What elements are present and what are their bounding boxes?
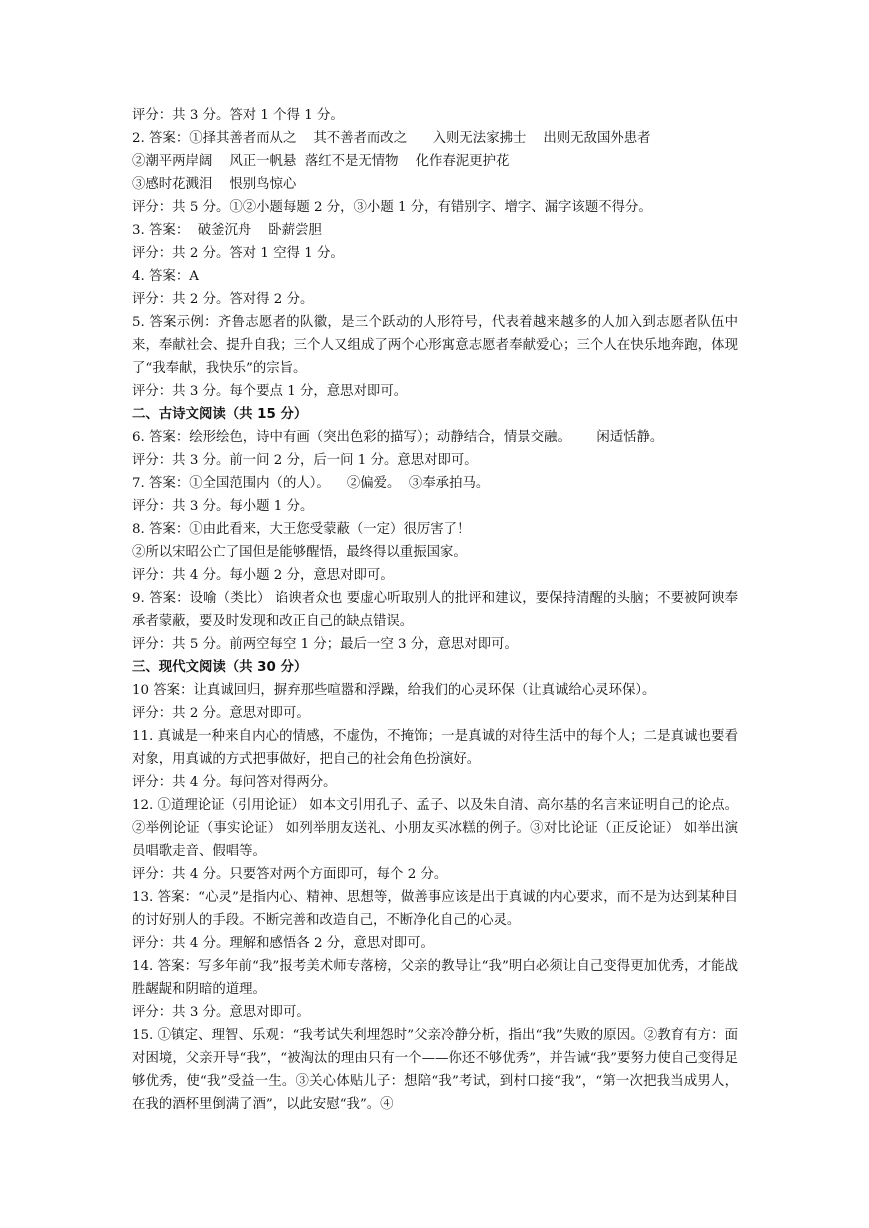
answer-text-line: 15. ①镇定、理智、乐观：“我考试失利埋怨时”父亲冷静分析，指出“我”失败的原因。②教育有方：面对困境，父亲开导“我”，“被淘汰的理由只有一个——你还不够优秀”，并告诫“我”要努力使自己变得足够优秀，使“我”受益一生。③关心体贴儿子：想陪“我”考试，到村口接“我”，“第一次把我当成男人，在我的酒杯里倒满了酒”，以此安慰“我”。④	[132, 1028, 738, 1112]
answer-text-line: 评分：共 5 分。前两空每空 1 分；最后一空 3 分，意思对即可。	[132, 637, 518, 652]
answer-text-line: 评分：共 5 分。①②小题每题 2 分，③小题 1 分，有错别字、增字、漏字该题不得分。	[132, 200, 652, 215]
answer-text-line: 评分：共 3 分。每小题 1 分。	[132, 499, 314, 514]
answer-text-line: 5. 答案示例：齐鲁志愿者的队徽，是三个跃动的人形符号，代表着越来越多的人加入到志愿者队伍中来，奉献社会、提升自我；三个人又组成了两个心形寓意志愿者奉献爱心；三个人在快乐地奔跑，体现了“我奉献，我快乐”的宗旨。	[132, 315, 738, 376]
answer-text-line: 7. 答案：①全国范围内（的人）。 ②偏爱。 ③奉承拍马。	[132, 476, 490, 491]
section-heading: 三、现代文阅读（共 30 分）	[132, 660, 308, 675]
answer-text-line: 评分：共 3 分。前一问 2 分，后一问 1 分。意思对即可。	[132, 453, 478, 468]
answer-text-line: 12. ①道理论证（引用论证） 如本文引用孔子、孟子、以及朱自清、高尔基的名言来证明自己的论点。②举例论证（事实论证） 如列举朋友送礼、小朋友买冰糕的例子。③对比论证（正反论证） 如举出演员唱歌走音、假唱等。	[132, 798, 738, 859]
answer-text-line: 14. 答案：写多年前“我”报考美术师专落榜，父亲的教导让“我”明白必须让自己变得更加优秀，才能战胜龌龊和阴暗的道理。	[132, 959, 738, 997]
answer-text-line: 评分：共 4 分。每小题 2 分，意思对即可。	[132, 568, 394, 583]
answer-text-line: 评分：共 4 分。理解和感悟各 2 分，意思对即可。	[132, 936, 434, 951]
answer-text-line: 2. 答案：①择其善者而从之 其不善者而改之 入则无法家拂士 出则无敌国外患者	[132, 131, 651, 146]
answer-text-line: 评分：共 2 分。答对得 2 分。	[132, 292, 314, 307]
answer-text-line: 8. 答案：①由此看来，大王您受蒙蔽（一定）很厉害了！	[132, 522, 471, 537]
answer-text-line: ②潮平两岸阔 风正一帆悬 落红不是无情物 化作春泥更护花	[132, 154, 510, 169]
answer-text-line: 4. 答案：A	[132, 269, 199, 284]
answer-text-line: 10 答案：让真诚回归，摒弃那些喧嚣和浮躁，给我们的心灵环保（让真诚给心灵环保）。	[132, 683, 656, 698]
answer-text-line: 评分：共 3 分。答对 1 个得 1 分。	[132, 108, 344, 123]
answer-text-line: 9. 答案：设喻（类比） 谄谀者众也 要虚心听取别人的批评和建议，要保持清醒的头脑；不要被阿谀奉承者蒙蔽，要及时发现和改正自己的缺点错误。	[132, 591, 738, 629]
answer-text-line: 评分：共 4 分。每问答对得两分。	[132, 775, 337, 790]
answer-text-line: ③感时花溅泪 恨别鸟惊心	[132, 177, 297, 192]
answer-text-line: ②所以宋昭公亡了国但是能够醒悟，最终得以重振国家。	[132, 545, 467, 560]
answer-text-line: 6. 答案：绘形绘色，诗中有画（突出色彩的描写）；动静结合，情景交融。 闲适恬静。	[132, 430, 664, 445]
answer-text-line: 评分：共 3 分。意思对即可。	[132, 1005, 310, 1020]
answer-text-line: 评分：共 2 分。意思对即可。	[132, 706, 310, 721]
answer-text-line: 13. 答案：“心灵”是指内心、精神、思想等，做善事应该是出于真诚的内心要求，而不是为达到某种目的讨好别人的手段。不断完善和改造自己，不断净化自己的心灵。	[132, 890, 738, 928]
answer-text-line: 11. 真诚是一种来自内心的情感，不虚伪，不掩饰；一是真诚的对待生活中的每个人；二是真诚也要看对象，用真诚的方式把事做好，把自己的社会角色扮演好。	[132, 729, 738, 767]
answer-key-page	[132, 104, 738, 1116]
answer-text-line: 评分：共 3 分。每个要点 1 分，意思对即可。	[132, 384, 408, 399]
answer-text-line: 评分：共 4 分。只要答对两个方面即可，每个 2 分。	[132, 867, 448, 882]
answer-text-line: 评分：共 2 分。答对 1 空得 1 分。	[132, 246, 344, 261]
answer-text-line: 3. 答案： 破釜沉舟 卧薪尝胆	[132, 223, 322, 238]
section-heading: 二、古诗文阅读（共 15 分）	[132, 407, 308, 422]
